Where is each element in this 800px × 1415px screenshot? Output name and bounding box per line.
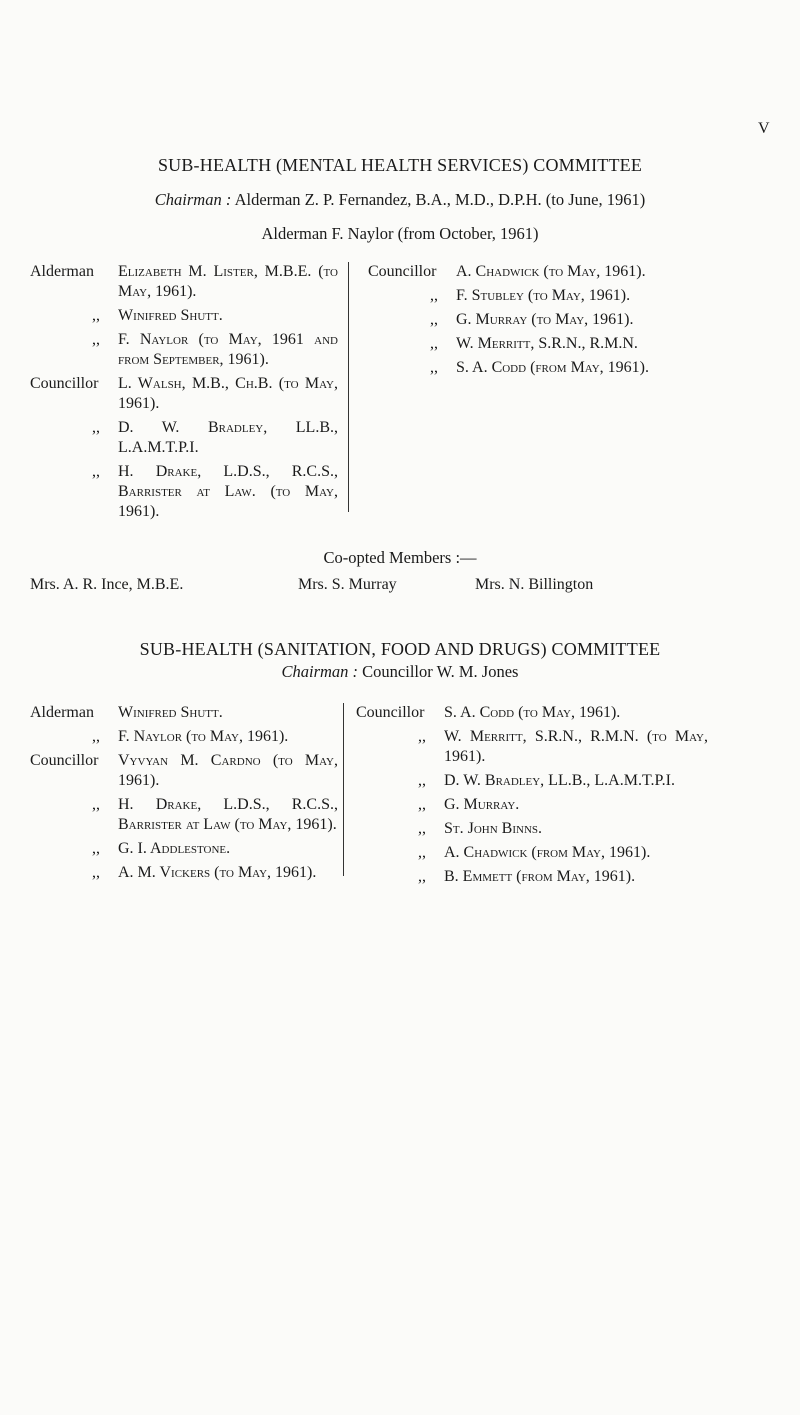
coopted-member: Mrs. N. Billington: [475, 576, 594, 593]
member-entry: [368, 262, 708, 282]
member-title: Alderman: [30, 263, 94, 280]
member-entry: [356, 867, 708, 887]
ditto-mark: ,,: [92, 728, 100, 745]
member-name: D. W. Bradley, LL.B., L.A.M.T.P.I.: [118, 419, 338, 456]
member-entry: [30, 262, 338, 302]
sanitation-chairman-label: Chairman :: [281, 662, 359, 681]
sanitation-left-column: [30, 703, 338, 887]
column-divider: [343, 703, 344, 876]
member-title: Councillor: [30, 752, 99, 769]
member-name: F. Naylor (to May, 1961).: [118, 728, 289, 745]
member-entry: [356, 771, 708, 791]
member-name: Elizabeth M. Lister, M.B.E. (to May, 1961).: [118, 263, 338, 300]
mental-left-column: [30, 262, 338, 526]
member-name: W. Merritt, S.R.N., R.M.N.: [456, 335, 638, 352]
member-entry: [30, 462, 338, 522]
sanitation-chairman: Councillor W. M. Jones: [362, 662, 519, 681]
member-entry: [368, 286, 708, 306]
member-name: S. A. Codd (from May, 1961).: [456, 359, 650, 376]
member-entry: [356, 727, 708, 767]
ditto-mark: ,,: [418, 844, 426, 861]
ditto-mark: ,,: [430, 359, 438, 376]
ditto-mark: ,,: [418, 728, 426, 745]
member-name: H. Drake, L.D.S., R.C.S., Barrister at Law (to May, 1961).: [118, 796, 338, 833]
member-name: G. I. Addlestone.: [118, 840, 231, 857]
member-name: Winifred Shutt.: [118, 704, 223, 721]
sanitation-committee-title: SUB-HEALTH (SANITATION, FOOD AND DRUGS) COMMITTEE: [139, 639, 661, 659]
member-name: F. Naylor (to May, 1961 and from September, 1961).: [118, 331, 338, 368]
ditto-mark: ,,: [92, 331, 100, 348]
page-number: V: [758, 120, 770, 137]
mental-chairman-line-1: [0, 190, 800, 210]
member-title: Councillor: [356, 704, 425, 721]
member-name: B. Emmett (from May, 1961).: [444, 868, 636, 885]
member-title: Councillor: [368, 263, 437, 280]
member-title: Alderman: [30, 704, 94, 721]
member-entry: [30, 418, 338, 458]
ditto-mark: ,,: [92, 463, 100, 480]
member-entry: [356, 703, 708, 723]
member-name: L. Walsh, M.B., Ch.B. (to May, 1961).: [118, 375, 338, 412]
member-name: D. W. Bradley, LL.B., L.A.M.T.P.I.: [444, 772, 675, 789]
coopted-member: Mrs. A. R. Ince, M.B.E.: [30, 576, 184, 593]
ditto-mark: ,,: [92, 307, 100, 324]
ditto-mark: ,,: [430, 287, 438, 304]
member-entry: [30, 306, 338, 326]
column-divider: [348, 262, 349, 512]
mental-committee-title: SUB-HEALTH (MENTAL HEALTH SERVICES) COMMITTEE: [157, 155, 643, 175]
member-name: S. A. Codd (to May, 1961).: [444, 704, 621, 721]
mental-chairman-label: Chairman :: [154, 190, 232, 209]
member-entry: [30, 703, 338, 723]
member-name: Winifred Shutt.: [118, 307, 223, 324]
member-name: A. M. Vickers (to May, 1961).: [118, 864, 317, 881]
ditto-mark: ,,: [430, 311, 438, 328]
member-entry: [368, 334, 708, 354]
member-name: A. Chadwick (from May, 1961).: [444, 844, 651, 861]
member-entry: [356, 819, 708, 839]
member-entry: [356, 843, 708, 863]
member-name: W. Merritt, S.R.N., R.M.N. (to May, 1961).: [444, 728, 708, 765]
coopted-member: Mrs. S. Murray: [298, 576, 397, 593]
ditto-mark: ,,: [92, 796, 100, 813]
ditto-mark: ,,: [418, 772, 426, 789]
member-name: Vyvyan M. Cardno (to May, 1961).: [118, 752, 338, 789]
ditto-mark: ,,: [430, 335, 438, 352]
mental-chairman-2: Alderman F. Naylor (from October, 1961): [261, 224, 539, 243]
member-entry: [30, 374, 338, 414]
member-name: G. Murray (to May, 1961).: [456, 311, 634, 328]
member-entry: [368, 310, 708, 330]
ditto-mark: ,,: [418, 868, 426, 885]
coopted-heading: Co-opted Members :—: [323, 548, 477, 567]
member-entry: [30, 863, 338, 883]
sanitation-chairman-line: [0, 662, 800, 682]
ditto-mark: ,,: [418, 820, 426, 837]
mental-right-column: [368, 262, 708, 382]
member-entry: [368, 358, 708, 378]
ditto-mark: ,,: [418, 796, 426, 813]
ditto-mark: ,,: [92, 419, 100, 436]
member-entry: [30, 795, 338, 835]
member-entry: [30, 727, 338, 747]
member-entry: [356, 795, 708, 815]
ditto-mark: ,,: [92, 840, 100, 857]
sanitation-right-column: [356, 703, 708, 891]
member-name: F. Stubley (to May, 1961).: [456, 287, 631, 304]
member-entry: [30, 330, 338, 370]
member-name: G. Murray.: [444, 796, 520, 813]
member-name: A. Chadwick (to May, 1961).: [456, 263, 646, 280]
mental-chairman-1: Alderman Z. P. Fernandez, B.A., M.D., D.P.H. (to June, 1961): [234, 190, 646, 209]
member-entry: [30, 751, 338, 791]
ditto-mark: ,,: [92, 864, 100, 881]
member-entry: [30, 839, 338, 859]
member-name: St. John Binns.: [444, 820, 543, 837]
member-name: H. Drake, L.D.S., R.C.S., Barrister at Law. (to May, 1961).: [118, 463, 338, 520]
member-title: Councillor: [30, 375, 99, 392]
